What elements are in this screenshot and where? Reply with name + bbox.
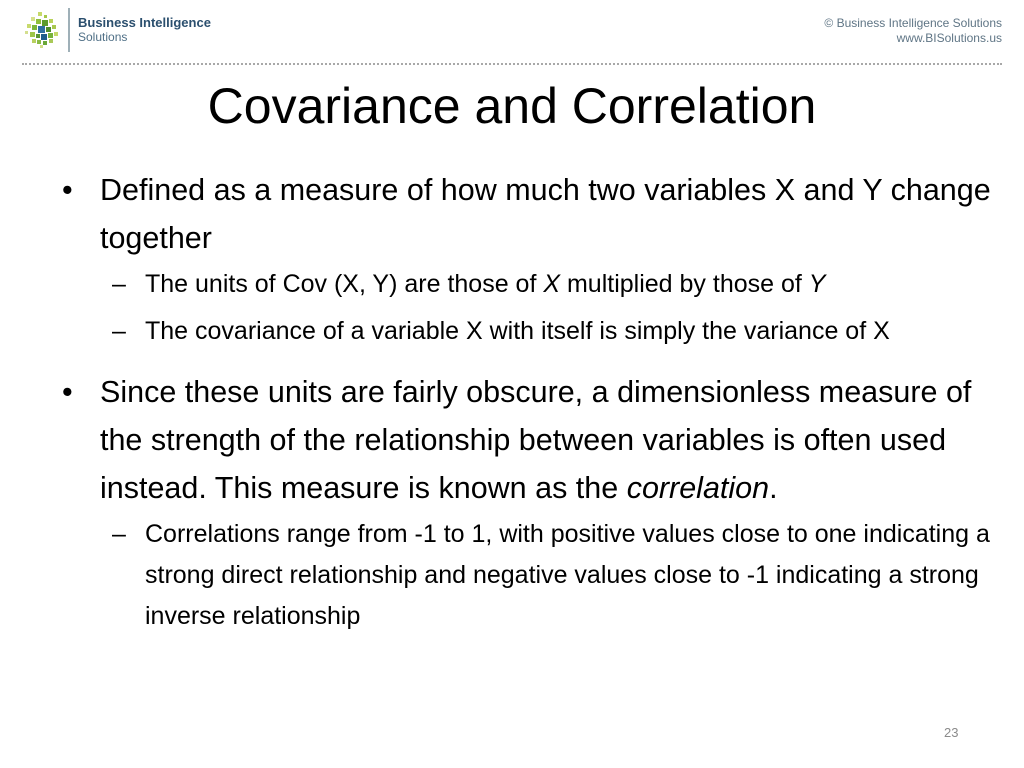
sub-bullet-item (62, 311, 992, 352)
copyright (824, 16, 1002, 46)
company-logo (22, 8, 211, 52)
page-number: 23 (944, 725, 959, 740)
sub-bullet-text: The covariance of a variable X with itself is simply the variance of X (145, 317, 890, 345)
dash-icon: – (112, 317, 126, 345)
bullet-item (62, 166, 992, 262)
bullet-item (62, 368, 992, 512)
logo-name: Business Intelligence (78, 15, 211, 30)
bullet-dot-icon: • (62, 173, 73, 207)
sub-bullet-text: Correlations range from -1 to 1, with positive values close to one indicating a strong direct relationship and negative values close to -1 indicating a strong inverse relationship (145, 520, 990, 630)
emphasis: X (543, 270, 561, 298)
logo-subtitle: Solutions (78, 30, 128, 44)
sub-bullet-item (62, 514, 992, 637)
copyright-line: © Business Intelligence Solutions (824, 16, 1002, 30)
website-line: www.BISolutions.us (896, 31, 1002, 45)
bullet-dot-icon: • (62, 375, 73, 409)
bullet-text: Defined as a measure of how much two variables X and Y change together (100, 173, 991, 255)
dash-icon: – (112, 270, 126, 298)
slide-title: Covariance and Correlation (207, 78, 817, 134)
emphasis: Y (808, 270, 826, 298)
header-divider (22, 63, 1002, 65)
sub-bullet-text: The units of Cov (X, Y) are those of X multiplied by those of Y (145, 270, 826, 298)
bullet-text: Since these units are fairly obscure, a dimensionless measure of the strength of the relationship between variables is often used instead. This measure is known as the correlation. (100, 375, 972, 505)
logo-divider (68, 8, 70, 52)
dash-icon: – (112, 520, 126, 548)
logo-text (78, 16, 211, 44)
emphasis: correlation (626, 471, 770, 505)
pixel-mosaic-logo-icon (22, 10, 62, 50)
slide-content (62, 166, 992, 643)
sub-bullet-item (62, 264, 992, 305)
